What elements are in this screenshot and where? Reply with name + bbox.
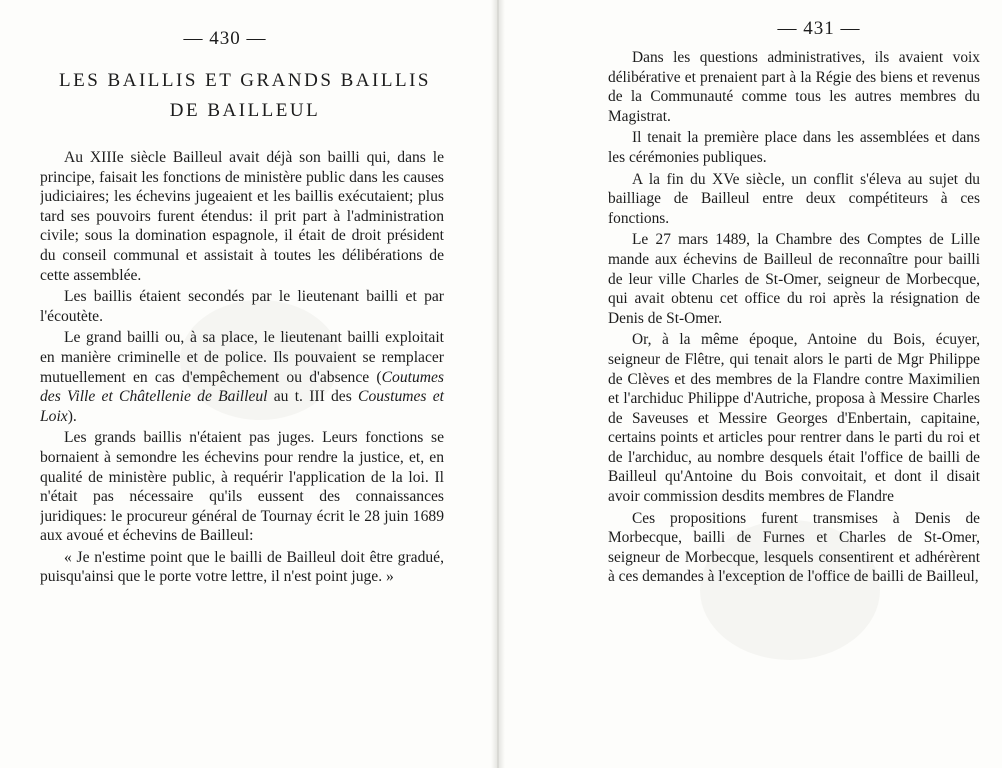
citation-title: Coustumes et Loix (40, 388, 444, 425)
left-page (40, 0, 450, 768)
citation-open: ( (376, 368, 382, 386)
page-number: — 431 — (777, 18, 861, 39)
paragraph: Les grands baillis n'étaient pas juges. Leurs fonctions se bornaient à semondre les échevins pour rendre la justice, et, en qualité de ministère public, à requérir l'application de la loi. Il n'était pas nécessaire qu'ils eussent des connaissances juridiques: le procureur général de Tournay écrit le 28 juin 1689 aux avoué et échevins de Bailleul: (40, 429, 444, 545)
paragraph: Il tenait la première place dans les assemblées et dans les cérémonies publiques. (608, 129, 980, 166)
citation-title: Coutumes des Ville et Châtellenie de Bailleul (40, 368, 444, 406)
paragraph: Ces propositions furent transmises à Denis de Morbecque, bailli de Furnes et Charles de St-Omer, seigneur de Morbecque, lesquels consentirent et adhérèrent à ces demandes à l'exception de l'office de bailli de Bailleul, (608, 509, 980, 586)
book-gutter (491, 0, 505, 768)
chapter-title (40, 66, 450, 126)
citation-mid: au t. III des (267, 388, 359, 406)
paragraph-text: Le grand bailli ou, à sa place, le lieutenant bailli exploitait en manière criminelle et de police. Ils pouvaient se remplacer mutuellement en cas d'empêchement ou d'absence (40, 329, 444, 386)
paragraph: Le 27 mars 1489, la Chambre des Comptes de Lille mande aux échevins de Bailleul de reconnaître pour bailli de leur ville Charles de St-Omer, seigneur de Morbecque, qui avait obtenu cet office du roi après la résignation de Denis de St-Omer. (608, 231, 980, 327)
chapter-title-line: DE BAILLEUL (169, 100, 321, 121)
chapter-title-line: LES BAILLIS ET GRANDS BAILLIS (59, 70, 431, 91)
paragraph: Les baillis étaient secondés par le lieutenant bailli et par l'écoutète. (40, 288, 444, 325)
paragraph: Au XIIIe siècle Bailleul avait déjà son bailli qui, dans le principe, faisait les fonctions de ministère public dans les causes judiciaires; les échevins jugeaient et les baillis exécutaient; plus tard ses pouvoirs furent étendus: il prit part à l'administration civile; sous la domination espagnole, il était de droit président du conseil communal et assistait à toutes les délibérations de cette assemblée. (40, 149, 444, 284)
right-page (608, 0, 980, 768)
paragraph: A la fin du XVe siècle, un conflit s'éleva au sujet du bailliage de Bailleul entre deux compétiteurs à ces fonctions. (608, 170, 980, 227)
page-number: — 430 — (183, 28, 267, 49)
paragraph (40, 328, 444, 426)
quotation: « Je n'estime point que le bailli de Bailleul doit être gradué, puisqu'ainsi que le porte votre lettre, il n'est point juge. » (40, 548, 444, 586)
paragraph: Dans les questions administratives, ils avaient voix délibérative et prenaient part à la Régie des biens et revenus de la Communauté comme tous les autres membres du Magistrat. (608, 49, 980, 125)
citation-close: ). (67, 407, 77, 425)
paragraph: Or, à la même époque, Antoine du Bois, écuyer, seigneur de Flêtre, qui tenait alors le parti de Mgr Philippe de Clèves et des membres de la Flandre contre Maximilien et l'archiduc Philippe d'Autriche, proposa à Messire Charles de Saveuses et Messire Georges d'Enbertain, capitaine, certains points et articles pour rentrer dans le parti du roi et de l'archiduc, au nombre desquels était l'office de bailli de Bailleul qu'Antoine du Bois convoitait, et dont il disait avoir commission desdits membres de Flandre (608, 331, 980, 506)
